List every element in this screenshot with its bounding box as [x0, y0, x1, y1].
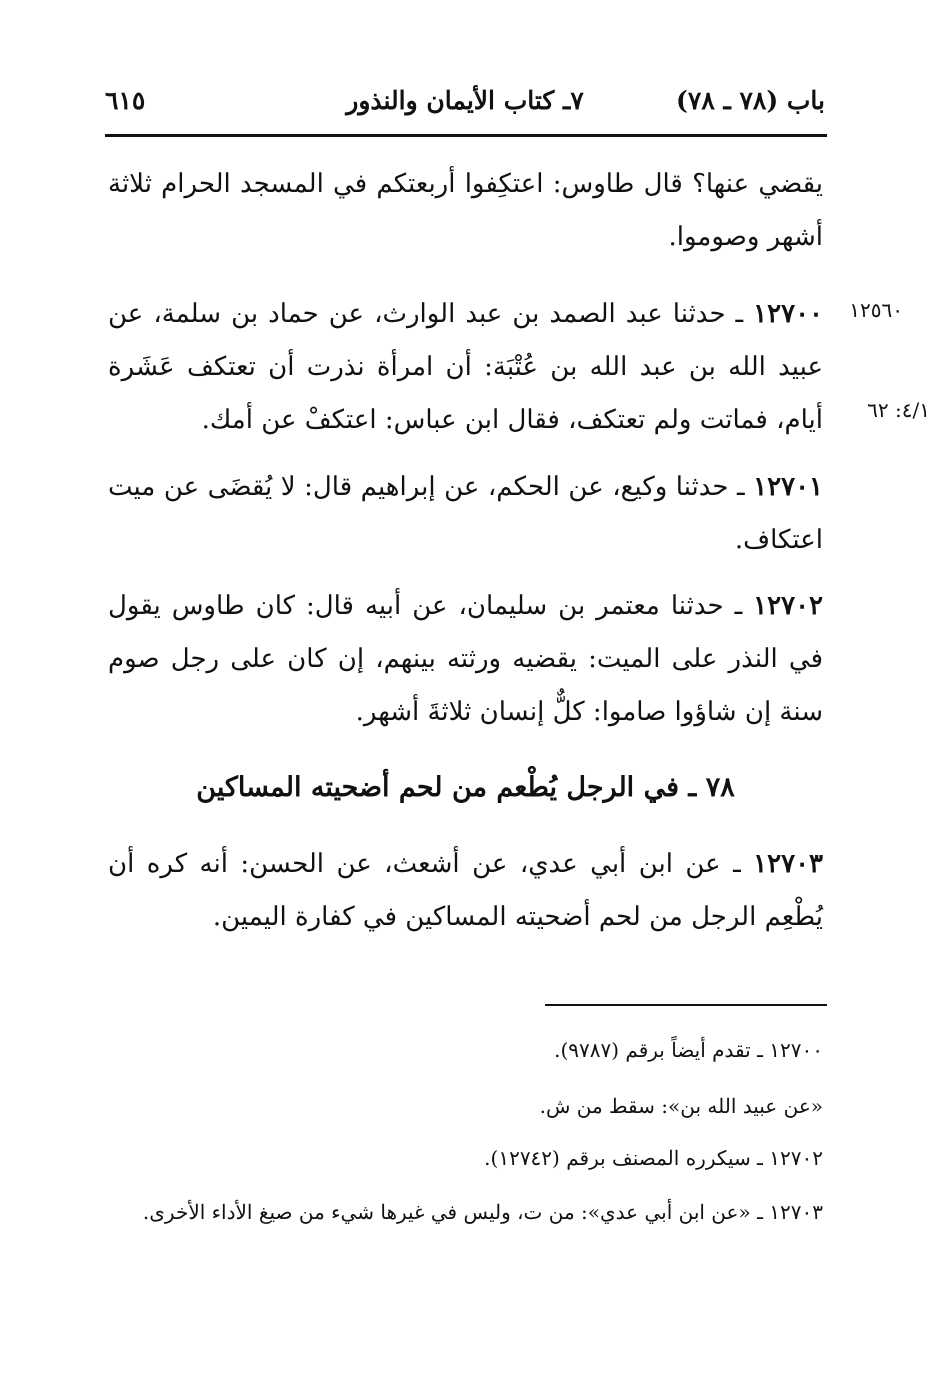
hadith-number: ١٢٧٠٢	[753, 591, 823, 621]
margin-volume-reference: ٤/١: ٦٢	[867, 398, 930, 422]
paragraph-continuation: يقضي عنها؟ قال طاوس: اعتكِفوا أربعتكم في المسجد الحرام ثلاثة أشهر وصوموا.	[108, 169, 823, 252]
footnote-divider	[545, 1004, 827, 1006]
footnote: ١٢٧٠٢ ـ سيكرره المصنف برقم (١٢٧٤٢).	[484, 1146, 823, 1170]
hadith-text: ـ عن ابن أبي عدي، عن أشعث، عن الحسن: أنه كره أن يُطْعِم الرجل من لحم أضحيته المساكين في كفارة اليمين.	[108, 849, 823, 932]
hadith-text: ـ حدثنا معتمر بن سليمان، عن أبيه قال: كان طاوس يقول في النذر على الميت: يقضيه ورثته بينهم، إن كان على رجل صوم سنة إن شاؤوا صاموا: كلٌّ إنسان ثلاثةَ أشهر.	[108, 591, 823, 727]
section-heading: ٧٨ ـ في الرجل يُطْعم من لحم أضحيته المساكين	[196, 772, 735, 803]
hadith-12701	[108, 461, 823, 567]
hadith-12700	[108, 288, 823, 447]
hadith-12702	[108, 580, 823, 739]
header-divider	[105, 134, 827, 137]
footnote: «عن عبيد الله بن»: سقط من ش.	[539, 1094, 823, 1118]
hadith-12703	[108, 838, 823, 944]
chapter-range: باب (٧٨ ـ ٧٨)	[676, 86, 825, 115]
book-title: ٧ـ كتاب الأيمان والنذور	[346, 86, 584, 115]
hadith-text: ـ حدثنا عبد الصمد بن عبد الوارث، عن حماد بن سلمة، عن عبيد الله بن عبد الله بن عُتْبَة: أن امرأة نذرت أن تعتكف عَشَرة أيام، فماتت ولم تعتكف، فقال ابن عباس: اعتكفْ عن أمك.	[108, 299, 823, 435]
page-header	[105, 86, 825, 126]
footnote: ١٢٧٠٣ ـ «عن ابن أبي عدي»: من ت، وليس في غيرها شيء من صيغ الأداء الأخرى.	[142, 1200, 823, 1224]
page-number: ٦١٥	[105, 86, 146, 115]
hadith-number: ١٢٧٠٣	[753, 849, 823, 879]
hadith-number: ١٢٧٠٠	[753, 299, 823, 329]
margin-reference-number: ١٢٥٦٠	[849, 298, 903, 322]
hadith-number: ١٢٧٠١	[753, 472, 823, 502]
hadith-text: ـ حدثنا وكيع، عن الحكم، عن إبراهيم قال: لا يُقضَى عن ميت اعتكاف.	[108, 472, 823, 555]
footnote: ١٢٧٠٠ ـ تقدم أيضاً برقم (٩٧٨٧).	[554, 1038, 823, 1062]
